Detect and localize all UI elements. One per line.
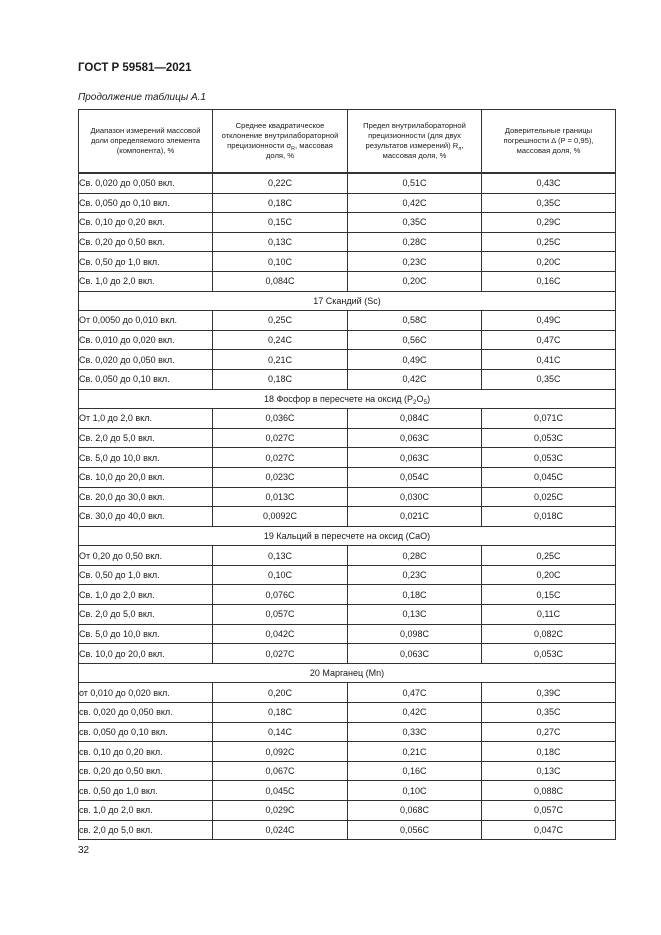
std-deviation-cell: 0,027C	[213, 428, 348, 448]
error-bounds-cell: 0,053C	[482, 644, 616, 664]
std-deviation-cell: 0,023C	[213, 467, 348, 487]
precision-limit-cell: 0,054C	[348, 467, 482, 487]
std-deviation-cell: 0,084C	[213, 271, 348, 291]
table-row	[79, 467, 616, 487]
table-row	[79, 585, 616, 605]
error-bounds-cell: 0,13C	[482, 761, 616, 781]
range-cell: Св. 2,0 до 5,0 вкл.	[79, 428, 213, 448]
range-cell: Св. 0,20 до 0,50 вкл.	[79, 232, 213, 252]
range-cell: От 1,0 до 2,0 вкл.	[79, 409, 213, 429]
error-bounds-cell: 0,43C	[482, 173, 616, 193]
error-bounds-cell: 0,47C	[482, 330, 616, 350]
range-cell: св. 1,0 до 2,0 вкл.	[79, 801, 213, 821]
range-cell: Св. 5,0 до 10,0 вкл.	[79, 448, 213, 468]
section-row-phosphorus	[79, 389, 616, 409]
table-row	[79, 448, 616, 468]
table-row	[79, 369, 616, 389]
error-bounds-cell: 0,35C	[482, 369, 616, 389]
table-row	[79, 252, 616, 272]
range-cell: Св. 0,020 до 0,050 вкл.	[79, 350, 213, 370]
precision-limit-cell: 0,063C	[348, 644, 482, 664]
table-row	[79, 722, 616, 742]
col-header-precision-limit: Предел внутрилабораторной прецизионности (для двух результатов измерений) $R_л$, массовая доля, %	[348, 110, 482, 174]
section-title: 18 Фосфор в пересчете на оксид $(P_2O_5)$	[79, 389, 616, 409]
error-bounds-cell: 0,018C	[482, 507, 616, 527]
error-bounds-cell: 0,39C	[482, 683, 616, 703]
table-row	[79, 232, 616, 252]
precision-limit-cell: 0,23C	[348, 565, 482, 585]
std-deviation-cell: 0,10C	[213, 252, 348, 272]
error-bounds-cell: 0,41C	[482, 350, 616, 370]
error-bounds-cell: 0,025C	[482, 487, 616, 507]
std-deviation-cell: 0,18C	[213, 369, 348, 389]
table-row	[79, 781, 616, 801]
section-title: 20 Марганец (Mn)	[79, 663, 616, 683]
table-row	[79, 546, 616, 566]
range-cell: Св. 30,0 до 40,0 вкл.	[79, 507, 213, 527]
table-row	[79, 271, 616, 291]
precision-limit-cell: 0,42C	[348, 369, 482, 389]
table-row	[79, 703, 616, 723]
table-header-row	[79, 110, 616, 174]
range-cell: Св. 10,0 до 20,0 вкл.	[79, 467, 213, 487]
col-header-error-bounds: Доверительные границы погрешности Δ (P = 0,95), массовая доля, %	[482, 110, 616, 174]
table-row	[79, 213, 616, 233]
std-deviation-cell: 0,029C	[213, 801, 348, 821]
precision-limit-cell: 0,084C	[348, 409, 482, 429]
std-deviation-cell: 0,042C	[213, 624, 348, 644]
table-row	[79, 624, 616, 644]
std-deviation-cell: 0,15C	[213, 213, 348, 233]
error-bounds-cell: 0,045C	[482, 467, 616, 487]
table-row	[79, 193, 616, 213]
error-bounds-cell: 0,11C	[482, 605, 616, 625]
range-cell: Св. 0,010 до 0,020 вкл.	[79, 330, 213, 350]
error-bounds-cell: 0,15C	[482, 585, 616, 605]
table-row	[79, 565, 616, 585]
table-row	[79, 683, 616, 703]
precision-limit-cell: 0,16C	[348, 761, 482, 781]
precision-limit-cell: 0,33C	[348, 722, 482, 742]
section-title: 19 Кальций в пересчете на оксид (CaO)	[79, 526, 616, 546]
section-row-manganese	[79, 663, 616, 683]
range-cell: св. 0,10 до 0,20 вкл.	[79, 742, 213, 762]
std-deviation-cell: 0,0092C	[213, 507, 348, 527]
precision-limit-cell: 0,18C	[348, 585, 482, 605]
std-deviation-cell: 0,18C	[213, 703, 348, 723]
std-deviation-cell: 0,013C	[213, 487, 348, 507]
precision-limit-cell: 0,42C	[348, 193, 482, 213]
range-cell: от 0,010 до 0,020 вкл.	[79, 683, 213, 703]
std-deviation-cell: 0,024C	[213, 820, 348, 840]
page-number: 32	[78, 845, 90, 856]
error-bounds-cell: 0,053C	[482, 428, 616, 448]
std-deviation-cell: 0,20C	[213, 683, 348, 703]
error-bounds-cell: 0,16C	[482, 271, 616, 291]
error-bounds-cell: 0,18C	[482, 742, 616, 762]
error-bounds-cell: 0,053C	[482, 448, 616, 468]
table-row	[79, 330, 616, 350]
error-bounds-cell: 0,49C	[482, 311, 616, 331]
std-deviation-cell: 0,076C	[213, 585, 348, 605]
std-deviation-cell: 0,22C	[213, 173, 348, 193]
error-bounds-cell: 0,071C	[482, 409, 616, 429]
error-bounds-cell: 0,20C	[482, 565, 616, 585]
error-bounds-cell: 0,088C	[482, 781, 616, 801]
range-cell: Св. 20,0 до 30,0 вкл.	[79, 487, 213, 507]
range-cell: Св. 0,50 до 1,0 вкл.	[79, 565, 213, 585]
precision-limit-cell: 0,49C	[348, 350, 482, 370]
std-deviation-cell: 0,057C	[213, 605, 348, 625]
table-row	[79, 820, 616, 840]
precision-limit-cell: 0,021C	[348, 507, 482, 527]
error-bounds-cell: 0,27C	[482, 722, 616, 742]
range-cell: Св. 2,0 до 5,0 вкл.	[79, 605, 213, 625]
precision-table	[78, 109, 616, 840]
range-cell: Св. 0,020 до 0,050 вкл.	[79, 173, 213, 193]
table-row	[79, 350, 616, 370]
range-cell: св. 0,20 до 0,50 вкл.	[79, 761, 213, 781]
range-cell: св. 0,020 до 0,050 вкл.	[79, 703, 213, 723]
error-bounds-cell: 0,35C	[482, 703, 616, 723]
range-cell: Св. 5,0 до 10,0 вкл.	[79, 624, 213, 644]
range-cell: Св. 0,050 до 0,10 вкл.	[79, 193, 213, 213]
std-deviation-cell: 0,067C	[213, 761, 348, 781]
precision-limit-cell: 0,063C	[348, 428, 482, 448]
precision-limit-cell: 0,47C	[348, 683, 482, 703]
std-deviation-cell: 0,10C	[213, 565, 348, 585]
std-deviation-cell: 0,24C	[213, 330, 348, 350]
std-deviation-cell: 0,027C	[213, 644, 348, 664]
precision-limit-cell: 0,42C	[348, 703, 482, 723]
std-deviation-cell: 0,13C	[213, 232, 348, 252]
range-cell: Св. 0,10 до 0,20 вкл.	[79, 213, 213, 233]
section-title: 17 Скандий (Sc)	[79, 291, 616, 311]
error-bounds-cell: 0,047C	[482, 820, 616, 840]
precision-limit-cell: 0,21C	[348, 742, 482, 762]
precision-limit-cell: 0,20C	[348, 271, 482, 291]
precision-limit-cell: 0,56C	[348, 330, 482, 350]
std-deviation-cell: 0,13C	[213, 546, 348, 566]
range-cell: От 0,20 до 0,50 вкл.	[79, 546, 213, 566]
range-cell: Св. 1,0 до 2,0 вкл.	[79, 585, 213, 605]
table-row	[79, 761, 616, 781]
precision-limit-cell: 0,098C	[348, 624, 482, 644]
table-continuation-caption: Продолжение таблицы А.1	[78, 92, 206, 103]
table-row	[79, 507, 616, 527]
col-header-std-deviation: Среднее квадратическое отклонение внутрилабораторной прецизионности $\sigma_R$, массовая доля, %	[213, 110, 348, 174]
table-row	[79, 409, 616, 429]
precision-limit-cell: 0,58C	[348, 311, 482, 331]
precision-limit-cell: 0,056C	[348, 820, 482, 840]
precision-limit-cell: 0,063C	[348, 448, 482, 468]
std-deviation-cell: 0,036C	[213, 409, 348, 429]
range-cell: св. 2,0 до 5,0 вкл.	[79, 820, 213, 840]
error-bounds-cell: 0,35C	[482, 193, 616, 213]
precision-limit-cell: 0,10C	[348, 781, 482, 801]
precision-limit-cell: 0,23C	[348, 252, 482, 272]
precision-limit-cell: 0,068C	[348, 801, 482, 821]
table-row	[79, 801, 616, 821]
table-row	[79, 644, 616, 664]
std-deviation-cell: 0,18C	[213, 193, 348, 213]
precision-limit-cell: 0,28C	[348, 232, 482, 252]
range-cell: св. 0,50 до 1,0 вкл.	[79, 781, 213, 801]
precision-limit-cell: 0,13C	[348, 605, 482, 625]
std-deviation-cell: 0,25C	[213, 311, 348, 331]
error-bounds-cell: 0,29C	[482, 213, 616, 233]
std-deviation-cell: 0,14C	[213, 722, 348, 742]
error-bounds-cell: 0,082C	[482, 624, 616, 644]
error-bounds-cell: 0,20C	[482, 252, 616, 272]
range-cell: св. 0,050 до 0,10 вкл.	[79, 722, 213, 742]
col-header-range: Диапазон измерений массовой доли определяемого элемента (компонента), %	[79, 110, 213, 174]
range-cell: Св. 0,50 до 1,0 вкл.	[79, 252, 213, 272]
table-row	[79, 487, 616, 507]
table-row	[79, 311, 616, 331]
std-deviation-cell: 0,21C	[213, 350, 348, 370]
precision-limit-cell: 0,35C	[348, 213, 482, 233]
table-row	[79, 742, 616, 762]
range-cell: От 0,0050 до 0,010 вкл.	[79, 311, 213, 331]
document-id: ГОСТ Р 59581—2021	[78, 62, 192, 74]
error-bounds-cell: 0,25C	[482, 546, 616, 566]
precision-limit-cell: 0,51C	[348, 173, 482, 193]
table-row	[79, 605, 616, 625]
std-deviation-cell: 0,045C	[213, 781, 348, 801]
std-deviation-cell: 0,092C	[213, 742, 348, 762]
table-row	[79, 173, 616, 193]
table-row	[79, 428, 616, 448]
range-cell: Св. 0,050 до 0,10 вкл.	[79, 369, 213, 389]
error-bounds-cell: 0,25C	[482, 232, 616, 252]
section-row-scandium	[79, 291, 616, 311]
precision-limit-cell: 0,28C	[348, 546, 482, 566]
std-deviation-cell: 0,027C	[213, 448, 348, 468]
section-row-calcium	[79, 526, 616, 546]
range-cell: Св. 1,0 до 2,0 вкл.	[79, 271, 213, 291]
precision-limit-cell: 0,030C	[348, 487, 482, 507]
range-cell: Св. 10,0 до 20,0 вкл.	[79, 644, 213, 664]
error-bounds-cell: 0,057C	[482, 801, 616, 821]
